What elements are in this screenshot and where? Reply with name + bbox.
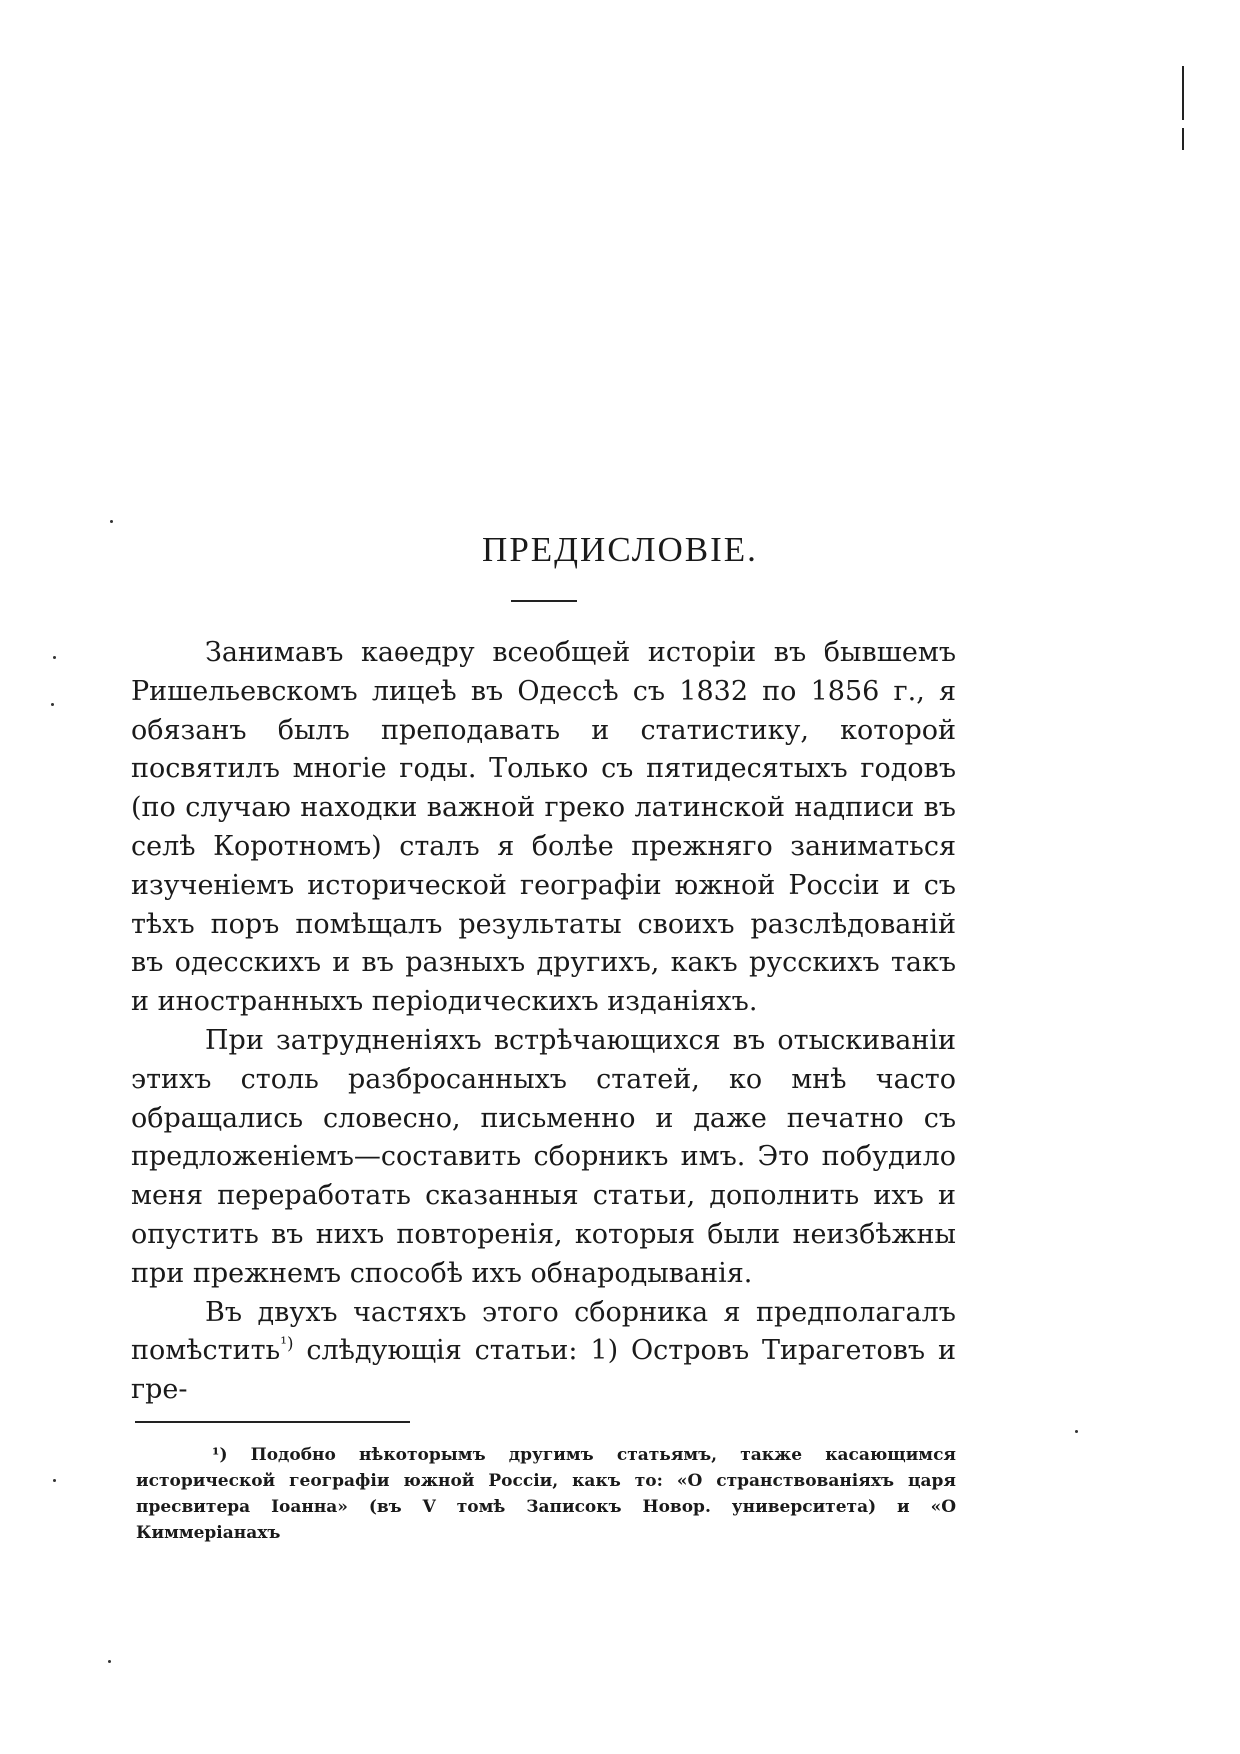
paragraph-3-start: Въ двухъ частяхъ этого сборника я предполагалъ помѣстить bbox=[131, 1296, 956, 1367]
scan-speck bbox=[110, 520, 113, 523]
title-divider bbox=[511, 600, 577, 602]
scan-edge-mark bbox=[1182, 66, 1184, 120]
body-text bbox=[131, 634, 956, 1410]
paragraph-2: При затрудненіяхъ встрѣчающихся въ отыскиваніи этихъ столь разбросанныхъ статей, ко мнѣ часто обращались словесно, письменно и даже печатно съ предложеніемъ—составить сборникъ имъ. Это побудило меня переработать сказанныя статьи, дополнить ихъ и опустить въ нихъ повторенія, которыя были неизбѣжны при прежнемъ способѣ ихъ обнародыванія. bbox=[131, 1024, 956, 1289]
footnote-text: Подобно нѣкоторымъ другимъ статьямъ, также касающимся исторической географіи южной Россіи, какъ то: «О странствованіяхъ царя пресвитера Іоанна» (въ V томѣ Записокъ Новор. университета) и «О Киммеріанахъ bbox=[136, 1445, 956, 1543]
scan-speck bbox=[1075, 1430, 1078, 1433]
footnote-marker: ¹) bbox=[212, 1445, 228, 1465]
scan-edge-mark bbox=[1182, 128, 1184, 150]
scan-speck bbox=[51, 703, 54, 706]
paragraph-1: Занимавъ каѳедру всеобщей исторіи въ бывшемъ Ришельевскомъ лицеѣ въ Одессѣ съ 1832 по 1856 г., я обязанъ былъ преподавать и статистику, которой посвятилъ многіе годы. Только съ пятидесятыхъ годовъ (по случаю находки важной греко латинской надписи въ селѣ Коротномъ) сталъ я болѣе прежняго заниматься изученіемъ исторической географіи южной Россіи и съ тѣхъ поръ помѣщалъ результаты своихъ разслѣдованій въ одесскихъ и въ разныхъ другихъ, какъ русскихъ такъ и иностранныхъ періодическихъ изданіяхъ. bbox=[131, 637, 956, 1018]
footnote bbox=[136, 1442, 956, 1546]
footnote-reference: ¹) bbox=[280, 1333, 294, 1354]
paragraph-3-end: слѣдующія статьи: 1) Островъ Тирагетовъ и гре- bbox=[131, 1335, 956, 1406]
page-title: ПРЕДИСЛОВІЕ. bbox=[482, 530, 758, 569]
paragraph-3 bbox=[131, 1294, 956, 1410]
footnote-divider bbox=[135, 1421, 410, 1423]
scan-speck bbox=[108, 1660, 111, 1663]
scan-speck bbox=[53, 1479, 56, 1482]
scan-speck bbox=[53, 656, 56, 659]
